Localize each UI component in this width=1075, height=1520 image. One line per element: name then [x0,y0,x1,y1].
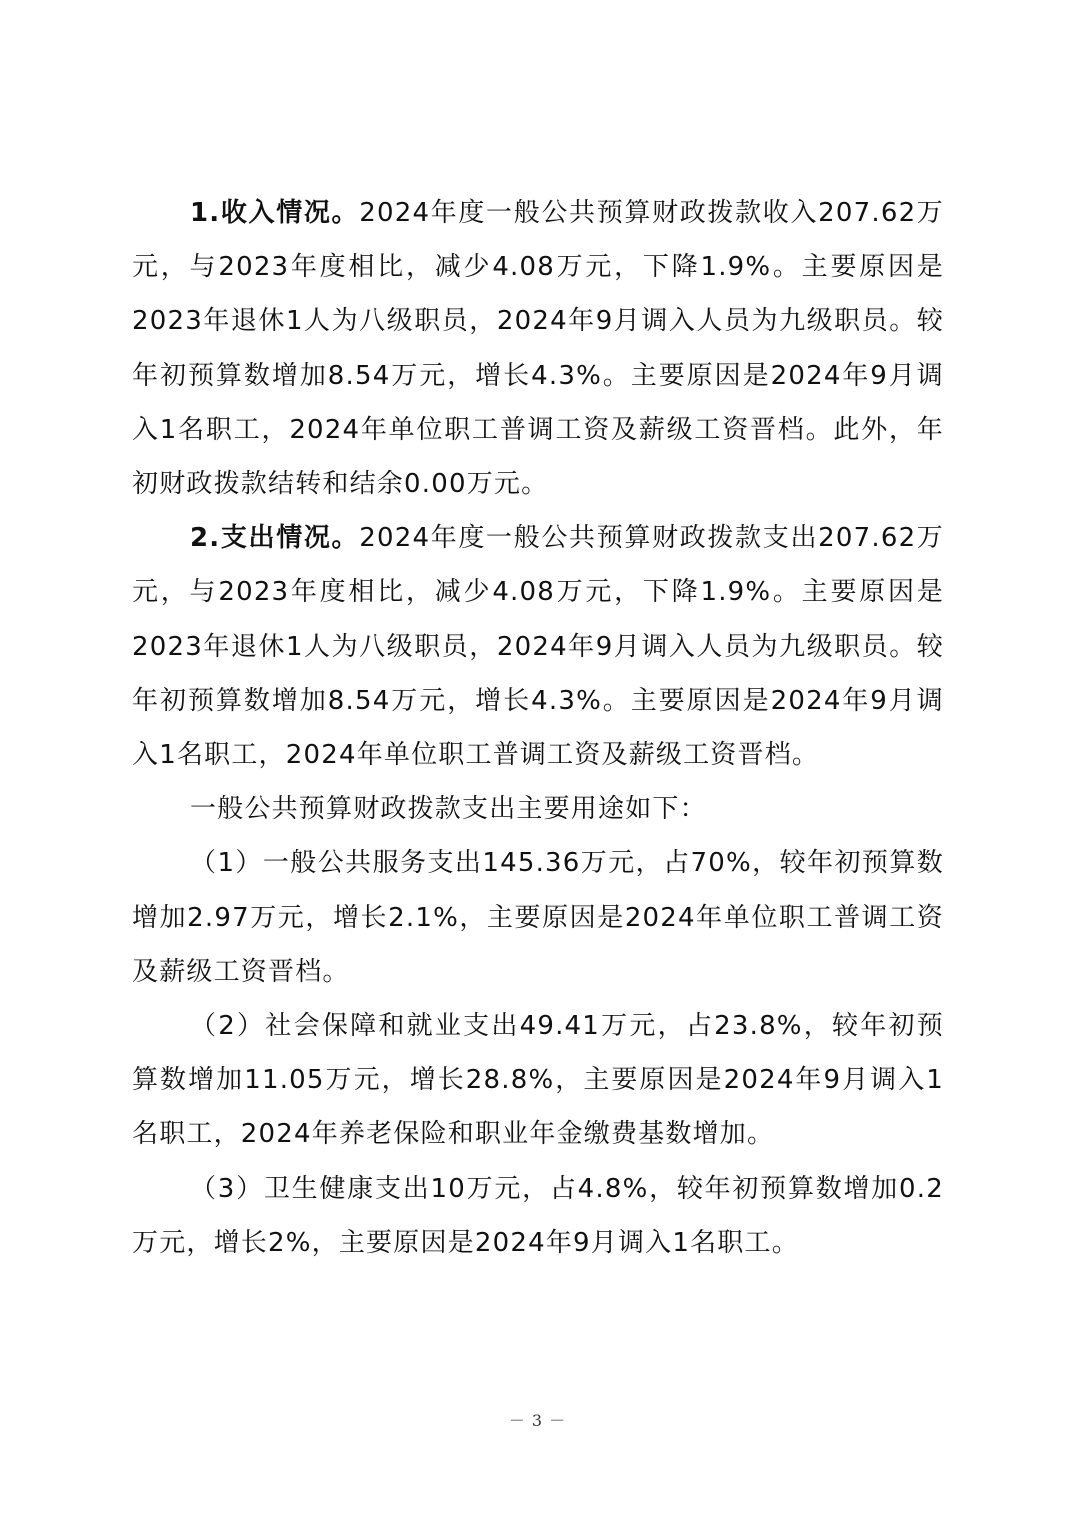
income-heading: 1.收入情况。 [190,198,360,228]
page-number: － 3 － [508,1411,567,1430]
document-body [132,186,944,1270]
expenditure-heading: 2.支出情况。 [190,523,360,554]
use-item-3: （3）卫生健康支出10万元，占4.8%，较年初预算数增加0.2万元，增长2%，主要原因是2024年9月调入1名职工。 [132,1173,944,1258]
expenditure-body: 2024年度一般公共预算财政拨款支出207.62万元，与2023年度相比，减少4.08万元，下降1.9%。主要原因是2023年退休1人为八级职员，2024年9月调入人员为九级职员。较年初预算数增加8.54万元，增长4.3%。主要原因是2024年9月调入1名职工，2024年单位职工普调工资及薪级工资晋档。 [132,523,944,771]
expenditure-paragraph [132,511,944,782]
income-body: 2024年度一般公共预算财政拨款收入207.62万元，与2023年度相比，减少4.08万元，下降1.9%。主要原因是2023年退休1人为八级职员，2024年9月调入人员为九级职员。较年初预算数增加8.54万元，增长4.3%。主要原因是2024年9月调入1名职工，2024年单位职工普调工资及薪级工资晋档。此外，年初财政拨款结转和结余0.00万元。 [132,198,944,500]
use-item-2: （2）社会保障和就业支出49.41万元，占23.8%，较年初预算数增加11.05万元，增长28.8%，主要原因是2024年9月调入1名职工，2024年养老保险和职业年金缴费基数增加。 [132,1011,944,1150]
income-paragraph [132,186,944,511]
use-item-1: （1）一般公共服务支出145.36万元，占70%，较年初预算数增加2.97万元，增长2.1%，主要原因是2024年单位职工普调工资及薪级工资晋档。 [132,848,944,987]
uses-intro: 一般公共预算财政拨款支出主要用途如下： [190,794,707,825]
